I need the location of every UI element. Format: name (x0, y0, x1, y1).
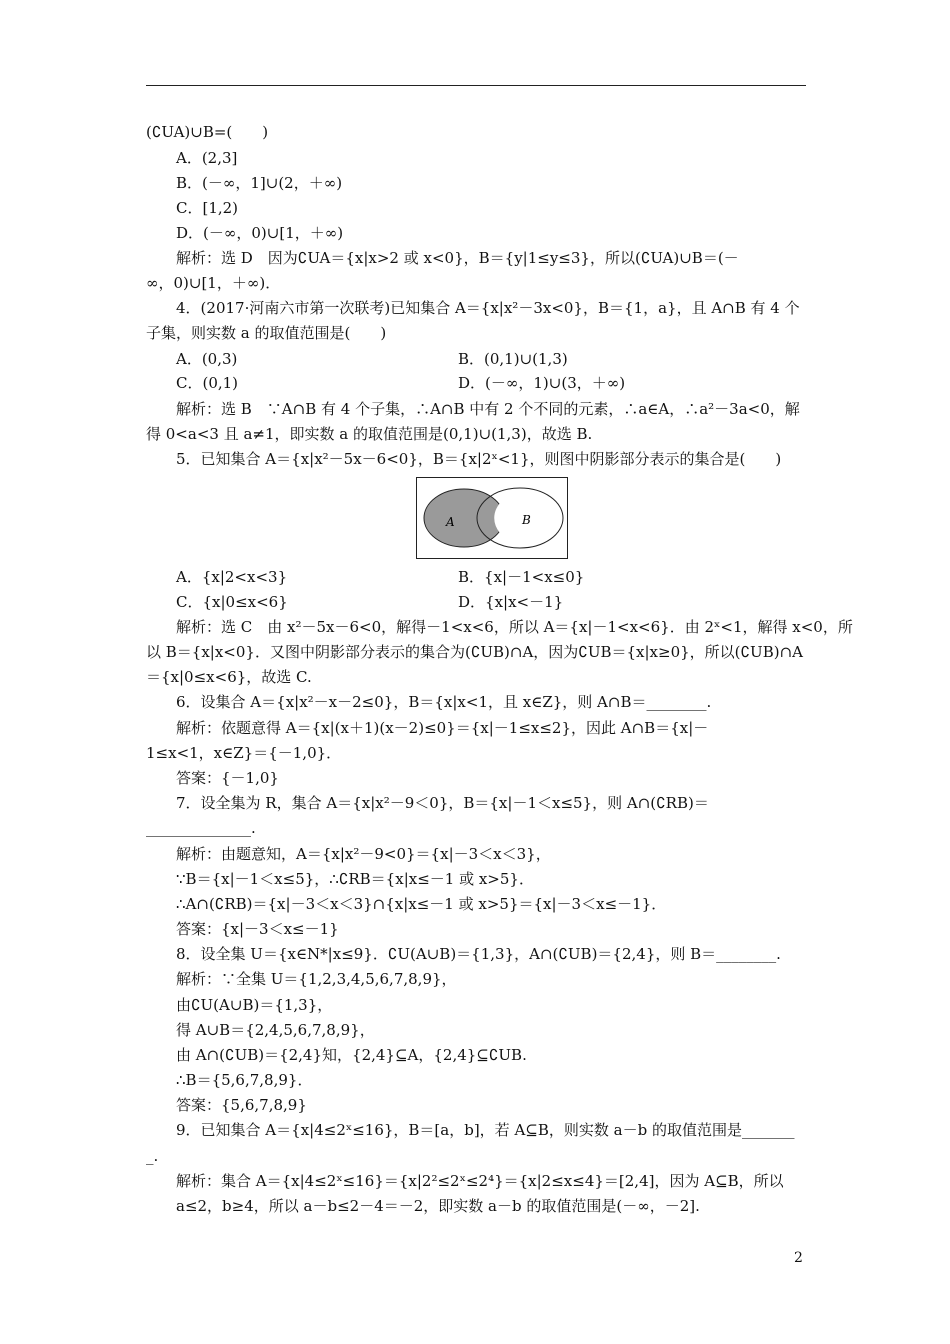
text-line: 解析：集合 A＝{x|4≤2ˣ≤16}＝{x|2²≤2ˣ≤2⁴}＝{x|2≤x≤4}＝[2,4]，因为 A⊆B，所以 (176, 1172, 784, 1190)
text-line: (∁UA)∪B=( ) (146, 123, 269, 141)
text-line: 解析：选 D 因为∁UA＝{x|x>2 或 x<0}，B＝{y|1≤y≤3}，所以(∁UA)∪B＝(－ (176, 249, 739, 267)
text-line: ∴B＝{5,6,7,8,9}． (176, 1071, 313, 1089)
option-line: A．(0,3) (176, 350, 238, 368)
text-line: 解析：由题意知，A＝{x|x²－9<0}＝{x|－3＜x＜3}， (176, 845, 551, 863)
text-line: 解析：∵全集 U＝{1,2,3,4,5,6,7,8,9}， (176, 970, 457, 988)
text-line: ∵B＝{x|－1＜x≤5}，∴∁RB＝{x|x≤－1 或 x>5}． (176, 870, 534, 888)
option-line: C．[1,2) (176, 199, 239, 217)
text-line: 解析：依题意得 A＝{x|(x＋1)(x－2)≤0}＝{x|－1≤x≤2}，因此 A∩B＝{x|－ (176, 719, 709, 737)
option-line: B．(0,1)∪(1,3) (458, 350, 568, 368)
text-line: ∞，0)∪[1，＋∞)． (146, 274, 281, 292)
text-line: ＝{x|0≤x<6}，故选 C. (146, 668, 312, 686)
option-line: C．{x|0≤x<6} (176, 593, 288, 611)
question-line: 9．已知集合 A＝{x|4≤2ˣ≤16}，B＝[a，b]，若 A⊆B，则实数 a－b 的取值范围是_______ (176, 1121, 795, 1139)
question-line: 7．设全集为 R，集合 A＝{x|x²－9＜0}，B＝{x|－1＜x≤5}，则 A∩(∁RB)＝ (176, 794, 709, 812)
question-line: 4．(2017·河南六市第一次联考)已知集合 A＝{x|x²－3x<0}，B＝{1，a}，且 A∩B 有 4 个 (176, 299, 800, 317)
question-line: 5．已知集合 A＝{x|x²－5x－6<0}，B＝{x|2ˣ<1}，则图中阴影部分表示的集合是( ) (176, 450, 782, 468)
option-line: D．(－∞，0)∪[1，＋∞) (176, 224, 344, 242)
answer-line: 答案：{－1,0} (176, 769, 279, 787)
option-line: B．{x|－1<x≤0} (458, 568, 585, 586)
set-b-label: B (522, 513, 531, 527)
question-line: 6．设集合 A＝{x|x²－x－2≤0}，B＝{x|x<1，且 x∈Z}，则 A∩B＝________. (176, 693, 712, 711)
text-line: ∴A∩(∁RB)＝{x|－3＜x＜3}∩{x|x≤－1 或 x>5}＝{x|－3＜x≤－1}． (176, 895, 667, 913)
text-line: 由∁U(A∪B)＝{1,3}， (176, 996, 333, 1014)
set-a-label: A (446, 515, 455, 529)
set-a-shaded (424, 489, 504, 547)
option-line: D．{x|x<－1} (458, 593, 564, 611)
option-line: A．{x|2<x<3} (176, 568, 288, 586)
page-number: 2 (794, 1250, 803, 1266)
blank-line: ______________. (146, 819, 256, 837)
question-line: 8．设全集 U＝{x∈N*|x≤9}．∁U(A∪B)＝{1,3}，A∩(∁UB)＝{2,4}，则 B＝________. (176, 945, 781, 963)
text-line: 子集，则实数 a 的取值范围是( ) (146, 324, 387, 342)
answer-line: 答案：{5,6,7,8,9} (176, 1096, 307, 1114)
text-line: 1≤x<1，x∈Z}＝{－1,0}． (146, 744, 342, 762)
option-line: A．(2,3] (176, 149, 238, 167)
header-rule (146, 85, 806, 86)
venn-diagram (416, 477, 568, 559)
blank-line: _. (146, 1147, 159, 1165)
text-line: 得 0<a<3 且 a≠1，即实数 a 的取值范围是(0,1)∪(1,3)，故选 B. (146, 425, 593, 443)
option-line: B．(－∞，1]∪(2，＋∞) (176, 174, 343, 192)
answer-line: 答案：{x|－3＜x≤－1} (176, 920, 339, 938)
option-line: D．(－∞，1)∪(3，＋∞) (458, 374, 626, 392)
text-line: 解析：选 B ∵A∩B 有 4 个子集，∴A∩B 中有 2 个不同的元素，∴a∈A，∴a²－3a<0，解 (176, 400, 800, 418)
option-line: C．(0,1) (176, 374, 239, 392)
text-line: 解析：选 C 由 x²－5x－6<0，解得－1<x<6，所以 A＝{x|－1<x<6}．由 2ˣ<1，解得 x<0，所 (176, 618, 853, 636)
text-line: 得 A∪B＝{2,4,5,6,7,8,9}， (176, 1021, 375, 1039)
text-line: a≤2，b≥4，所以 a－b≤2－4＝－2，即实数 a－b 的取值范围是(－∞，－2]. (176, 1197, 700, 1215)
text-line: 由 A∩(∁UB)＝{2,4}知，{2,4}⊆A，{2,4}⊆∁UB. (176, 1046, 527, 1064)
text-line: 以 B＝{x|x<0}．又图中阴影部分表示的集合为(∁UB)∩A，因为∁UB＝{x|x≥0}，所以(∁UB)∩A (146, 643, 803, 661)
